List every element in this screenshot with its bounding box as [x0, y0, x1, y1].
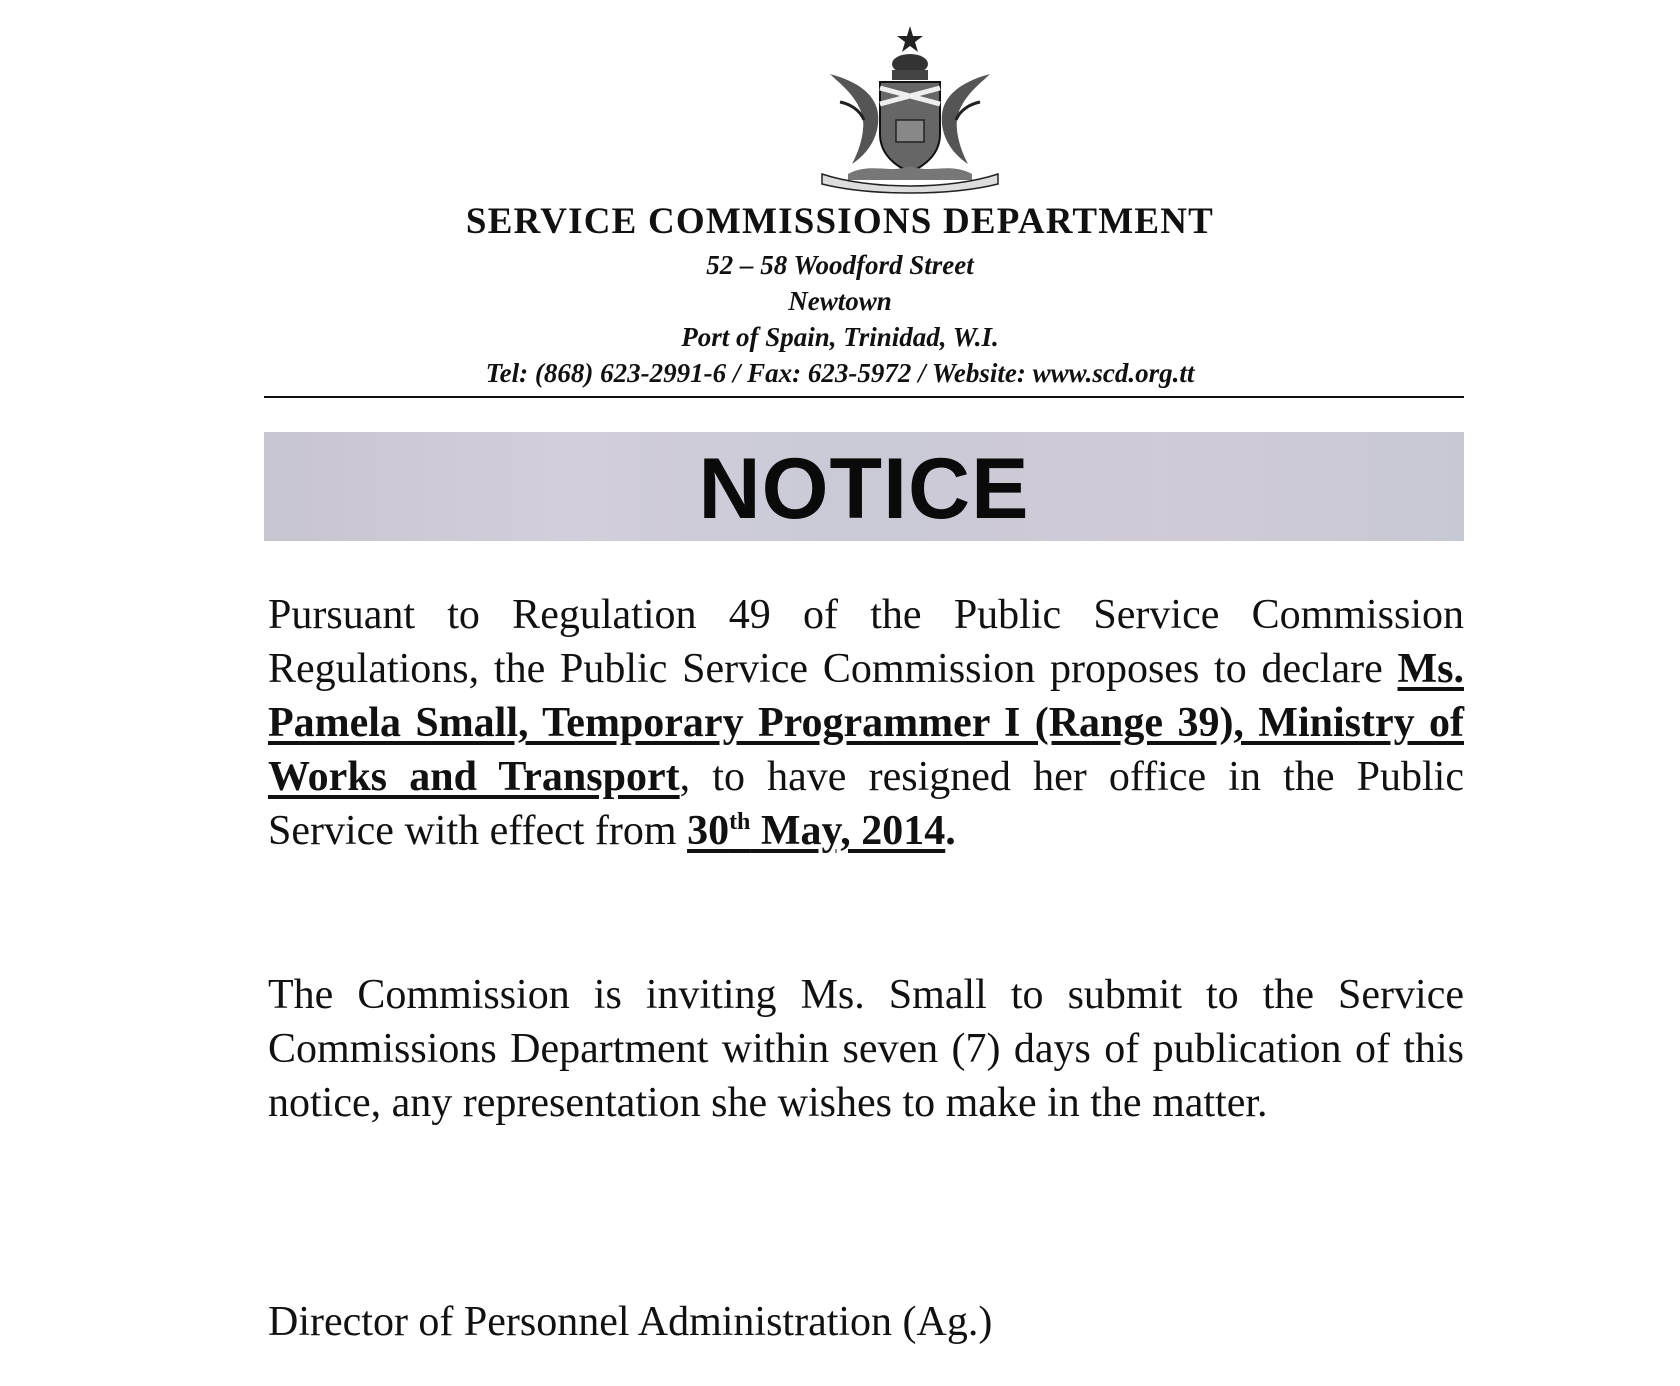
effective-date: [687, 808, 945, 854]
notice-banner: [264, 432, 1464, 541]
effective-day: 30: [687, 808, 730, 854]
coat-of-arms-icon: [800, 24, 1020, 194]
department-name: SERVICE COMMISSIONS DEPARTMENT: [465, 201, 1215, 242]
effective-month-year: May, 2014: [750, 808, 946, 854]
address-district: Newtown: [788, 286, 892, 316]
address-street: 52 – 58 Woodford Street: [706, 250, 974, 280]
notice-paragraph-1: [268, 588, 1464, 858]
para1-mid: , to have resigned her office in the Public Service with effect from: [268, 754, 1464, 854]
notice-paragraph-2: The Commission is inviting Ms. Small to submit to the Service Commissions Department within seven (7) days of publication of this notice, any representation she wishes to make in the matter.: [268, 972, 1464, 1126]
para1-end: .: [945, 808, 956, 854]
day-suffix: th: [729, 809, 751, 835]
contact-info: Tel: (868) 623-2991-6 / Fax: 623-5972 / Website: www.scd.org.tt: [485, 358, 1195, 388]
address-city: Port of Spain, Trinidad, W.I.: [681, 322, 999, 352]
para1-intro: Pursuant to Regulation 49 of the Public Service Commission Regulations, the Public Service Commission proposes to declare: [268, 592, 1464, 692]
header-divider: [264, 396, 1464, 398]
signatory-title: Director of Personnel Administration (Ag.): [268, 1299, 993, 1345]
notice-title: NOTICE: [698, 441, 1030, 537]
person-details: Ms. Pamela Small, Temporary Programmer I (Range 39), Ministry of Works and Transport: [268, 646, 1464, 800]
